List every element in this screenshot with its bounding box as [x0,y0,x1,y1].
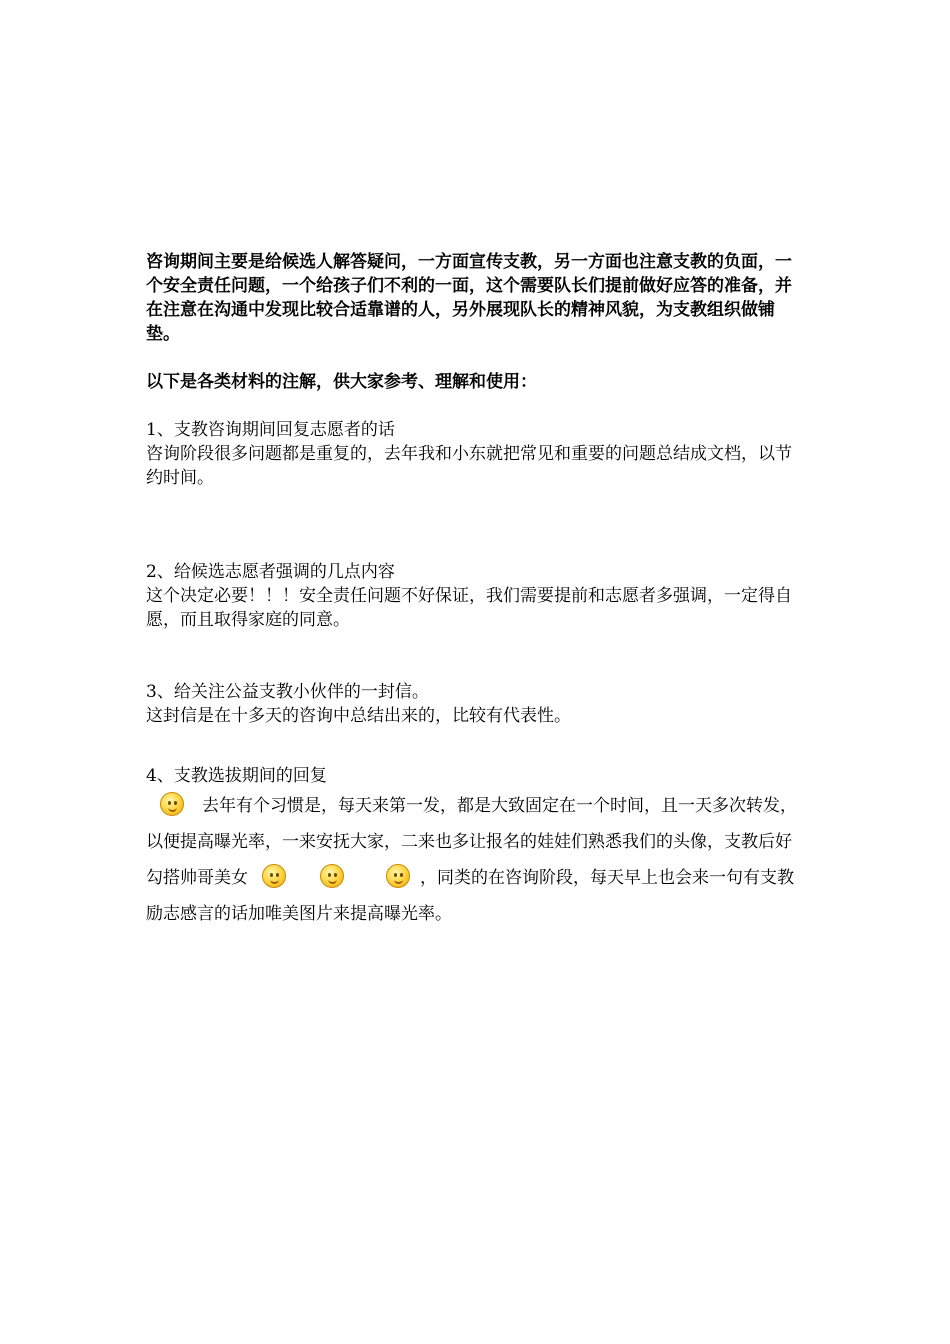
section-2-heading: 2、给候选志愿者强调的几点内容 [146,562,395,582]
section-1-heading: 1、支教咨询期间回复志愿者的话 [146,420,395,440]
section-2-body: 这个决定必要！！！安全责任问题不好保证，我们需要提前和志愿者多强调，一定得自愿，而且取得家庭的同意。 [146,586,792,630]
materials-note: 以下是各类材料的注解，供大家参考、理解和使用： [146,372,537,392]
section-4-body-part1: 去年有个习惯是，每天来第一发，都是大致固定在一个时间，且一天多次转发，以便提高曝光率，一来安抚大家，二来也多让报名的娃娃们熟悉我们的头像，支教后好勾搭帅哥美女 [146,796,797,888]
section-3-body: 这封信是在十多天的咨询中总结出来的，比较有代表性。 [146,706,571,726]
section-4-heading: 4、支教选拔期间的回复 [146,766,327,786]
smiley-face-icon [320,864,344,888]
smiley-face-icon [160,792,184,816]
smiley-face-icon [262,864,286,888]
section-1-body: 咨询阶段很多问题都是重复的，去年我和小东就把常见和重要的问题总结成文档，以节约时间。 [146,444,792,488]
intro-paragraph: 咨询期间主要是给候选人解答疑问，一方面宣传支教，另一方面也注意支教的负面，一个安全责任问题，一个给孩子们不利的一面，这个需要队长们提前做好应答的准备，并在注意在沟通中发现比较合适靠谱的人，另外展现队长的精神风貌，为支教组织做铺垫。 [146,252,792,344]
section-4-body [146,788,808,932]
document-page [146,250,808,932]
smiley-face-icon [386,864,410,888]
section-4-body-part2: ，同类的在咨询阶段，每天早上也会来一句有支教励志感言的话加唯美图片来提高曝光率。 [146,868,794,924]
section-3-heading: 3、给关注公益支教小伙伴的一封信。 [146,682,429,702]
